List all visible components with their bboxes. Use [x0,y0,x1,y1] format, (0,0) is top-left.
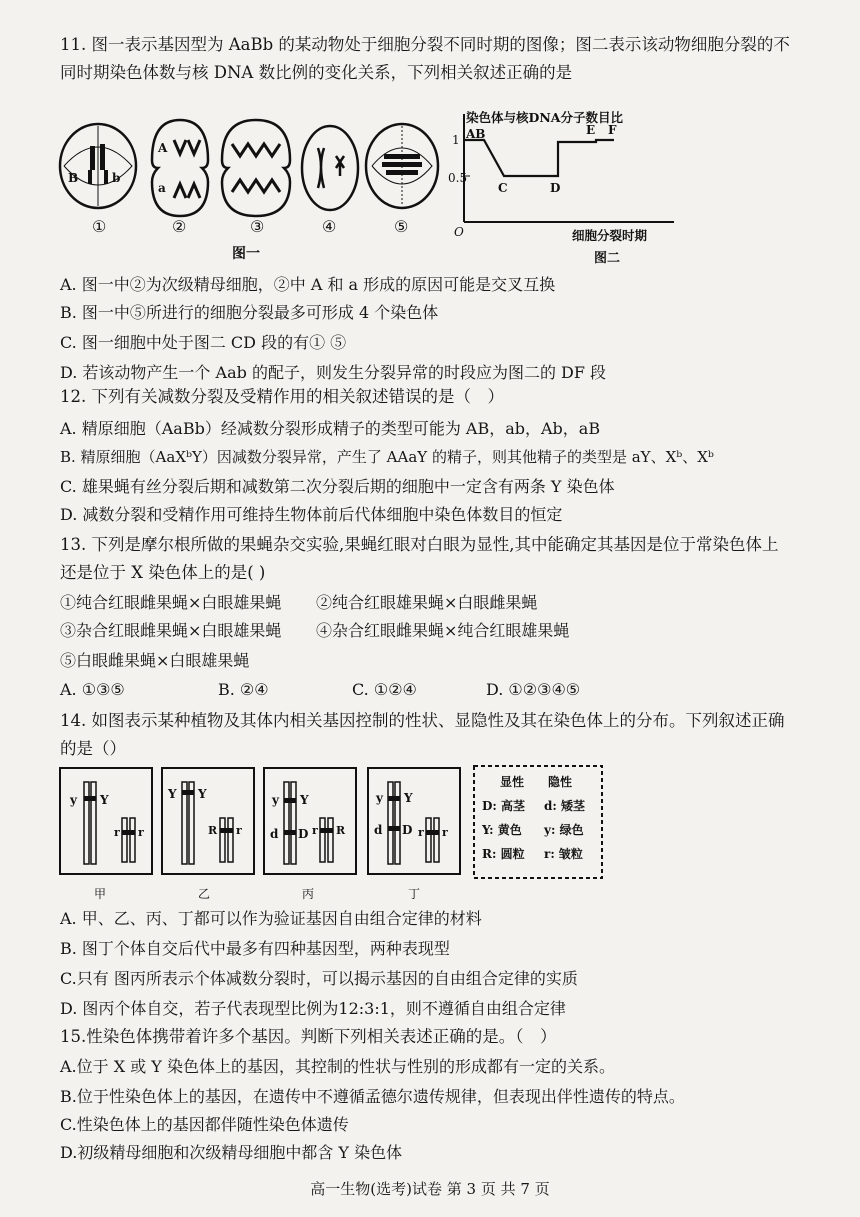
y-axis-label: 染色体与核DNA分子数目比 [466,110,623,125]
q15-option-b: B.位于性染色体上的基因，在遗传中不遵循孟德尔遗传规律，但表现出伴性遗传的特点。 [60,1087,685,1106]
gene-r: r [236,824,242,837]
gene-r: r [312,824,318,837]
q14-stem-line2: 的是（） [60,739,126,758]
q13-cross-3: ③杂合红眼雌果蝇×白眼雄果蝇 [60,621,282,640]
q13-cross-4: ④杂合红眼雌果蝇×纯合红眼雄果蝇 [316,621,570,640]
q11-option-b: B. 图一中⑤所进行的细胞分裂最多可形成 4 个染色体 [60,303,439,322]
point-AB: AB [466,127,486,141]
cell-2-label: ② [172,217,187,236]
panel-label-ding: 丁 [408,887,421,901]
q13-choice-b: B. ②④ [218,680,269,699]
q12-option-c: C. 雄果蝇有丝分裂后期和减数第二次分裂后期的细胞中一定含有两条 Y 染色体 [60,477,615,496]
q11-stem-line2: 同时期染色体数与核 DNA 数比例的变化关系，下列相关叙述正确的是 [60,63,573,82]
q12-option-d: D. 减数分裂和受精作用可维持生物体前后代体细胞中染色体数目的恒定 [60,505,563,524]
q13-choice-d: D. ①②③④⑤ [486,680,581,699]
gene-y: y [272,793,279,807]
point-F: F [608,123,617,137]
gene-y: y [376,791,383,805]
q12-option-a: A. 精原细胞（AaBb）经减数分裂形成精子的类型可能为 AB，ab，Ab，aB [60,419,601,438]
ratio-line [464,140,614,176]
legend-y: y: 绿色 [544,823,584,837]
cell-4 [302,126,358,236]
q13-stem-line1: 13. 下列是摩尔根所做的果蝇杂交实验,果蝇红眼对白眼为显性,其中能确定其基因是位于常染色体上 [60,535,779,554]
q13-choice-a: A. ①③⑤ [60,680,125,699]
q11-option-c: C. 图一细胞中处于图二 CD 段的有① ⑤ [60,333,347,352]
gene-Y: Y [404,791,413,805]
q15-option-d: D.初级精母细胞和次级精母细胞中都含 Y 染色体 [60,1143,403,1162]
legend-D: D: 高茎 [482,799,526,813]
gene-Y: Y [300,793,309,807]
panel-yi [162,768,254,901]
gene-R: R [336,824,346,837]
q11-stem-line1: 11. 图一表示基因型为 AaBb 的某动物处于细胞分裂不同时期的图像；图二表示该动物细胞分裂的不 [60,35,790,54]
panel-jia [60,768,152,901]
panel-label-bing: 丙 [302,887,315,901]
gene-r: r [138,826,144,839]
gene-label-B: B [68,171,79,185]
y-tick-05: 0.5 [448,171,468,185]
cell-5 [366,124,438,236]
figure-2-caption: 图二 [594,251,621,266]
cell-3-label: ③ [250,217,265,236]
y-tick-1: 1 [452,133,460,147]
q12-stem: 12. 下列有关减数分裂及受精作用的相关叙述错误的是（ ） [60,387,504,406]
gene-label-a: a [158,181,166,195]
q13-cross-5: ⑤白眼雌果蝇×白眼雄果蝇 [60,651,250,670]
q15-option-a: A.位于 X 或 Y 染色体上的基因，其控制的性状与性别的形成都有一定的关系。 [60,1057,615,1076]
gene-y: y [70,793,77,807]
cell-2 [152,120,208,236]
gene-label-b: b [112,171,121,185]
cell-3 [222,120,290,236]
panel-bing [264,768,356,901]
point-E: E [586,123,596,137]
legend-Y: Y: 黄色 [482,823,522,837]
panel-label-jia: 甲 [94,887,107,901]
q12-option-b: B. 精原细胞（AaXᵇY）因减数分裂异常，产生了 AAaY 的精子，则其他精子的类型是 aY、Xᵇ、Xᵇ [60,448,714,466]
q13-cross-1: ①纯合红眼雌果蝇×白眼雄果蝇 [60,593,282,612]
gene-r: r [442,826,448,839]
q14-option-d: D. 图丙个体自交，若子代表现型比例为12:3:1，则不遵循自由组合定律 [60,999,566,1018]
q11-option-d: D. 若该动物产生一个 Aab 的配子，则发生分裂异常的时段应为图二的 DF 段 [60,363,607,382]
gene-d: d [374,823,383,837]
figure-1-cell-images [52,108,452,266]
figure-chromosome-panels [58,764,618,902]
q14-option-c: C.只有 图丙所表示个体减数分裂时，可以揭示基因的自由组合定律的实质 [60,969,578,988]
point-D: D [550,181,561,195]
figure-2-ratio-graph [446,100,686,270]
legend-R: R: 圆粒 [482,847,525,861]
q11-option-a: A. 图一中②为次级精母细胞，②中 A 和 a 形成的原因可能是交叉互换 [60,275,556,294]
gene-r: r [418,826,424,839]
trait-legend [474,766,602,878]
q15-option-c: C.性染色体上的基因都伴随性染色体遗传 [60,1115,349,1134]
q14-option-a: A. 甲、乙、丙、丁都可以作为验证基因自由组合定律的材料 [60,909,482,928]
gene-Y: Y [198,787,207,801]
gene-Y: Y [100,793,109,807]
q14-stem-line1: 14. 如图表示某种植物及其体内相关基因控制的性状、显隐性及其在染色体上的分布。下列叙述正确 [60,711,785,730]
legend-header-dominant: 显性 [500,775,525,789]
cell-5-label: ⑤ [394,217,409,236]
legend-r: r: 皱粒 [544,847,583,861]
q13-stem-line2: 还是位于 X 染色体上的是( ) [60,563,266,582]
panel-label-yi: 乙 [198,887,211,901]
origin-label: O [454,225,464,239]
gene-Y: Y [168,787,177,801]
gene-D: D [402,823,413,837]
gene-d: d [270,827,279,841]
q13-cross-2: ②纯合红眼雄果蝇×白眼雌果蝇 [316,593,538,612]
page-footer: 高一生物(选考)试卷 第 3 页 共 7 页 [310,1180,550,1198]
legend-d: d: 矮茎 [544,799,585,813]
gene-r: r [114,826,120,839]
q14-option-b: B. 图丁个体自交后代中最多有四种基因型，两种表现型 [60,939,450,958]
panel-ding [368,768,460,901]
x-axis-label: 细胞分裂时期 [572,228,648,243]
cell-4-label: ④ [322,217,337,236]
gene-R: R [208,824,218,837]
cell-1-label: ① [92,217,107,236]
figure-1-caption: 图一 [232,246,260,262]
point-C: C [498,181,508,195]
q13-choice-c: C. ①②④ [352,680,417,699]
legend-header-recessive: 隐性 [548,775,573,789]
gene-D: D [298,827,309,841]
gene-label-A: A [158,141,168,155]
q15-stem: 15.性染色体携带着许多个基因。判断下列相关表述正确的是。（ ） [60,1027,557,1046]
cell-1 [60,124,136,236]
